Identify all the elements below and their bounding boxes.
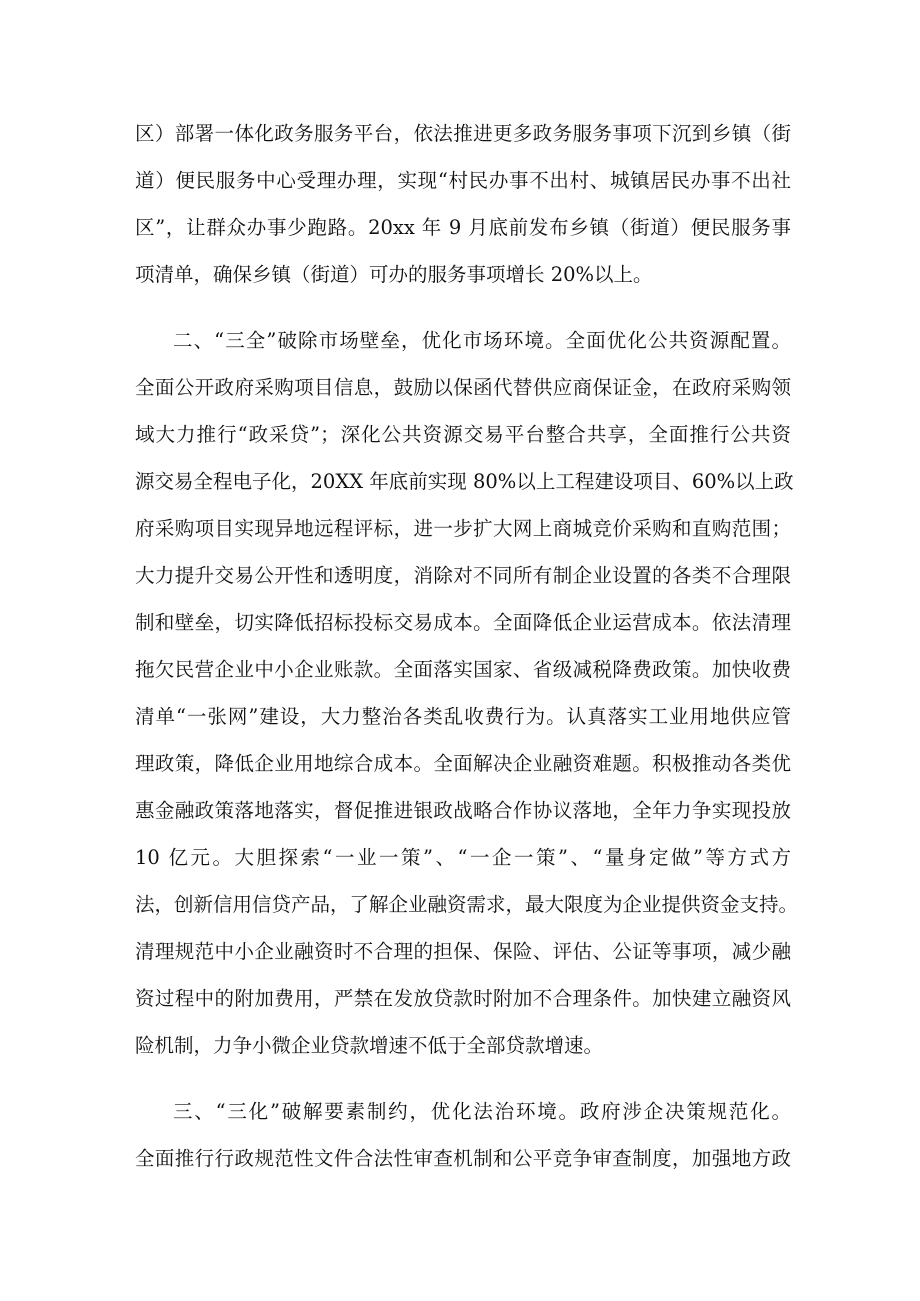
section-heading-line: 二、“三全”破除市场壁垒，优化市场环境。全面优化公共资源配置。 — [173, 329, 791, 352]
text-line: 区）部署一体化政务服务平台，依法推进更多政务服务事项下沉到乡镇（街 — [135, 122, 791, 145]
text-line: 全面公开政府采购项目信息，鼓励以保函代替供应商保证金，在政府采购领 — [135, 376, 791, 399]
text-line: 全面推行行政规范性文件合法性审查机制和公平竞争审查制度，加强地方政 — [135, 1147, 791, 1170]
text-line: 法，创新信用信贷产品，了解企业融资需求，最大限度为企业提供资金支持。 — [135, 893, 799, 916]
text-line: 清理规范中小企业融资时不合理的担保、保险、评估、公证等事项，减少融 — [135, 940, 791, 963]
text-line: 区”，让群众办事少跑路。20xx 年 9 月底前发布乡镇（街道）便民服务事 — [135, 216, 791, 239]
text-line: 惠金融政策落地落实，督促推进银政战略合作协议落地，全年力争实现投放 — [135, 799, 791, 822]
text-line: 10 亿元。大胆探索“一业一策”、“一企一策”、“量身定做”等方式方 — [135, 846, 791, 869]
text-line: 府采购项目实现异地远程评标，进一步扩大网上商城竞价采购和直购范围； — [135, 517, 791, 540]
text-line: 项清单，确保乡镇（街道）可办的服务事项增长 20%以上。 — [135, 263, 653, 286]
text-line: 制和壁垒，切实降低招标投标交易成本。全面降低企业运营成本。依法清理 — [135, 611, 791, 634]
text-line: 源交易全程电子化，20XX 年底前实现 80%以上工程建设项目、60%以上政 — [135, 470, 794, 493]
text-line: 险机制，力争小微企业贷款增速不低于全部贷款增速。 — [135, 1034, 604, 1057]
text-line: 大力提升交易公开性和透明度，消除对不同所有制企业设置的各类不合理限 — [135, 564, 791, 587]
section-heading-line: 三、“三化”破解要素制约，优化法治环境。政府涉企决策规范化。 — [173, 1100, 791, 1123]
text-line: 清单“一张网”建设，大力整治各类乱收费行为。认真落实工业用地供应管 — [135, 705, 791, 728]
text-line: 理政策，降低企业用地综合成本。全面解决企业融资难题。积极推动各类优 — [135, 752, 791, 775]
text-line: 资过程中的附加费用，严禁在发放贷款时附加不合理条件。加快建立融资风 — [135, 987, 791, 1010]
text-line: 域大力推行“政采贷”；深化公共资源交易平台整合共享，全面推行公共资 — [135, 423, 791, 446]
text-line: 道）便民服务中心受理办理，实现“村民办事不出村、城镇居民办事不出社 — [135, 169, 791, 192]
text-line: 拖欠民营企业中小企业账款。全面落实国家、省级减税降费政策。加快收费 — [135, 658, 791, 681]
